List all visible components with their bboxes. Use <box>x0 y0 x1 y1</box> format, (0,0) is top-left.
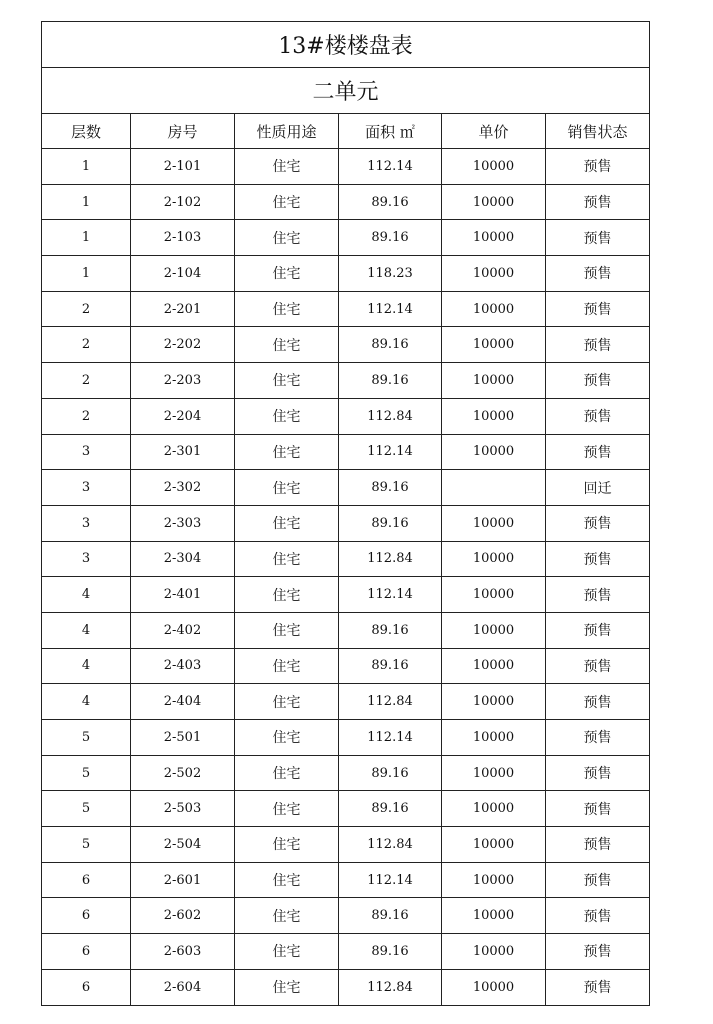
sale-status-cell: 预售 <box>546 505 650 541</box>
area-cell: 89.16 <box>339 220 442 256</box>
floor-cell: 1 <box>42 149 131 185</box>
usage-cell: 住宅 <box>235 327 339 363</box>
area-cell: 112.84 <box>339 827 442 863</box>
header-area: 面积 ㎡ <box>339 114 442 149</box>
sale-status-cell: 预售 <box>546 398 650 434</box>
room-number-cell: 2-502 <box>131 755 235 791</box>
room-number-cell: 2-202 <box>131 327 235 363</box>
usage-cell: 住宅 <box>235 648 339 684</box>
unit-price-cell: 10000 <box>442 291 546 327</box>
unit-price-cell: 10000 <box>442 791 546 827</box>
area-cell: 112.14 <box>339 720 442 756</box>
area-cell: 112.84 <box>339 541 442 577</box>
area-cell: 89.16 <box>339 470 442 506</box>
area-cell: 89.16 <box>339 791 442 827</box>
sale-status-cell: 预售 <box>546 684 650 720</box>
unit-price-cell: 10000 <box>442 256 546 292</box>
area-cell: 112.14 <box>339 577 442 613</box>
usage-cell: 住宅 <box>235 220 339 256</box>
floor-cell: 2 <box>42 291 131 327</box>
room-number-cell: 2-503 <box>131 791 235 827</box>
unit-price-cell: 10000 <box>442 827 546 863</box>
table-row <box>42 149 650 185</box>
header-usage: 性质用途 <box>235 114 339 149</box>
table-row <box>42 505 650 541</box>
floor-cell: 2 <box>42 327 131 363</box>
table-body <box>42 149 650 1006</box>
usage-cell: 住宅 <box>235 827 339 863</box>
area-cell: 89.16 <box>339 934 442 970</box>
sale-status-cell: 预售 <box>546 648 650 684</box>
room-number-cell: 2-203 <box>131 363 235 399</box>
table-row <box>42 577 650 613</box>
table-row <box>42 862 650 898</box>
room-number-cell: 2-302 <box>131 470 235 506</box>
table-row <box>42 256 650 292</box>
sale-status-cell: 预售 <box>546 969 650 1005</box>
header-row <box>42 114 650 149</box>
table-row <box>42 934 650 970</box>
usage-cell: 住宅 <box>235 934 339 970</box>
usage-cell: 住宅 <box>235 363 339 399</box>
table-row <box>42 969 650 1005</box>
room-number-cell: 2-403 <box>131 648 235 684</box>
floor-cell: 3 <box>42 541 131 577</box>
usage-cell: 住宅 <box>235 184 339 220</box>
header-room-number: 房号 <box>131 114 235 149</box>
usage-cell: 住宅 <box>235 256 339 292</box>
floor-cell: 4 <box>42 684 131 720</box>
floor-cell: 1 <box>42 256 131 292</box>
floor-cell: 5 <box>42 827 131 863</box>
usage-cell: 住宅 <box>235 684 339 720</box>
sale-status-cell: 预售 <box>546 898 650 934</box>
table-row <box>42 791 650 827</box>
floor-cell: 1 <box>42 184 131 220</box>
unit-price-cell: 10000 <box>442 577 546 613</box>
area-cell: 112.84 <box>339 684 442 720</box>
floor-cell: 4 <box>42 648 131 684</box>
room-number-cell: 2-501 <box>131 720 235 756</box>
room-number-cell: 2-602 <box>131 898 235 934</box>
usage-cell: 住宅 <box>235 612 339 648</box>
area-cell: 89.16 <box>339 184 442 220</box>
room-number-cell: 2-103 <box>131 220 235 256</box>
unit-price-cell: 10000 <box>442 934 546 970</box>
area-cell: 89.16 <box>339 898 442 934</box>
area-cell: 112.84 <box>339 398 442 434</box>
area-cell: 89.16 <box>339 612 442 648</box>
floor-cell: 6 <box>42 862 131 898</box>
area-cell: 112.14 <box>339 149 442 185</box>
area-cell: 112.14 <box>339 291 442 327</box>
floor-cell: 5 <box>42 720 131 756</box>
room-number-cell: 2-101 <box>131 149 235 185</box>
table-row <box>42 184 650 220</box>
area-cell: 89.16 <box>339 505 442 541</box>
unit-price-cell: 10000 <box>442 755 546 791</box>
room-number-cell: 2-304 <box>131 541 235 577</box>
sale-status-cell: 预售 <box>546 149 650 185</box>
usage-cell: 住宅 <box>235 398 339 434</box>
sale-status-cell: 回迁 <box>546 470 650 506</box>
floor-cell: 5 <box>42 755 131 791</box>
property-table <box>41 21 650 1006</box>
sale-status-cell: 预售 <box>546 755 650 791</box>
sale-status-cell: 预售 <box>546 934 650 970</box>
area-cell: 118.23 <box>339 256 442 292</box>
sale-status-cell: 预售 <box>546 434 650 470</box>
sale-status-cell: 预售 <box>546 541 650 577</box>
usage-cell: 住宅 <box>235 434 339 470</box>
usage-cell: 住宅 <box>235 541 339 577</box>
header-unit-price: 单价 <box>442 114 546 149</box>
room-number-cell: 2-601 <box>131 862 235 898</box>
room-number-cell: 2-201 <box>131 291 235 327</box>
sale-status-cell: 预售 <box>546 862 650 898</box>
area-cell: 112.14 <box>339 862 442 898</box>
unit-price-cell <box>442 470 546 506</box>
unit-price-cell: 10000 <box>442 612 546 648</box>
floor-cell: 6 <box>42 898 131 934</box>
room-number-cell: 2-401 <box>131 577 235 613</box>
unit-price-cell: 10000 <box>442 398 546 434</box>
usage-cell: 住宅 <box>235 470 339 506</box>
room-number-cell: 2-204 <box>131 398 235 434</box>
room-number-cell: 2-402 <box>131 612 235 648</box>
table-subtitle: 二单元 <box>42 68 650 114</box>
unit-price-cell: 10000 <box>442 220 546 256</box>
area-cell: 112.84 <box>339 969 442 1005</box>
table-row <box>42 398 650 434</box>
table-row <box>42 291 650 327</box>
table-row <box>42 612 650 648</box>
area-cell: 112.14 <box>339 434 442 470</box>
usage-cell: 住宅 <box>235 969 339 1005</box>
floor-cell: 2 <box>42 363 131 399</box>
floor-cell: 3 <box>42 434 131 470</box>
table-row <box>42 470 650 506</box>
usage-cell: 住宅 <box>235 862 339 898</box>
table-row <box>42 684 650 720</box>
floor-cell: 5 <box>42 791 131 827</box>
usage-cell: 住宅 <box>235 898 339 934</box>
usage-cell: 住宅 <box>235 149 339 185</box>
table-row <box>42 755 650 791</box>
floor-cell: 2 <box>42 398 131 434</box>
unit-price-cell: 10000 <box>442 684 546 720</box>
unit-price-cell: 10000 <box>442 505 546 541</box>
unit-price-cell: 10000 <box>442 184 546 220</box>
unit-price-cell: 10000 <box>442 898 546 934</box>
usage-cell: 住宅 <box>235 505 339 541</box>
sale-status-cell: 预售 <box>546 827 650 863</box>
table-row <box>42 898 650 934</box>
sale-status-cell: 预售 <box>546 612 650 648</box>
sale-status-cell: 预售 <box>546 184 650 220</box>
unit-price-cell: 10000 <box>442 541 546 577</box>
room-number-cell: 2-604 <box>131 969 235 1005</box>
floor-cell: 4 <box>42 612 131 648</box>
room-number-cell: 2-504 <box>131 827 235 863</box>
room-number-cell: 2-303 <box>131 505 235 541</box>
table-row <box>42 541 650 577</box>
sale-status-cell: 预售 <box>546 791 650 827</box>
area-cell: 89.16 <box>339 648 442 684</box>
sale-status-cell: 预售 <box>546 256 650 292</box>
area-cell: 89.16 <box>339 363 442 399</box>
unit-price-cell: 10000 <box>442 969 546 1005</box>
table-row <box>42 827 650 863</box>
table-row <box>42 720 650 756</box>
area-cell: 89.16 <box>339 327 442 363</box>
usage-cell: 住宅 <box>235 720 339 756</box>
sale-status-cell: 预售 <box>546 720 650 756</box>
header-sale-status: 销售状态 <box>546 114 650 149</box>
sale-status-cell: 预售 <box>546 327 650 363</box>
sale-status-cell: 预售 <box>546 220 650 256</box>
table-row <box>42 327 650 363</box>
room-number-cell: 2-603 <box>131 934 235 970</box>
unit-price-cell: 10000 <box>442 648 546 684</box>
table-row <box>42 434 650 470</box>
table-row <box>42 363 650 399</box>
floor-cell: 3 <box>42 470 131 506</box>
floor-cell: 1 <box>42 220 131 256</box>
usage-cell: 住宅 <box>235 577 339 613</box>
unit-price-cell: 10000 <box>442 862 546 898</box>
header-floor: 层数 <box>42 114 131 149</box>
floor-cell: 3 <box>42 505 131 541</box>
floor-cell: 6 <box>42 969 131 1005</box>
room-number-cell: 2-102 <box>131 184 235 220</box>
area-cell: 89.16 <box>339 755 442 791</box>
unit-price-cell: 10000 <box>442 149 546 185</box>
usage-cell: 住宅 <box>235 791 339 827</box>
floor-cell: 6 <box>42 934 131 970</box>
usage-cell: 住宅 <box>235 755 339 791</box>
room-number-cell: 2-301 <box>131 434 235 470</box>
unit-price-cell: 10000 <box>442 720 546 756</box>
table-row <box>42 648 650 684</box>
table-row <box>42 220 650 256</box>
room-number-cell: 2-104 <box>131 256 235 292</box>
sale-status-cell: 预售 <box>546 363 650 399</box>
unit-price-cell: 10000 <box>442 327 546 363</box>
table-title: 13#楼楼盘表 <box>42 22 650 68</box>
usage-cell: 住宅 <box>235 291 339 327</box>
floor-cell: 4 <box>42 577 131 613</box>
sale-status-cell: 预售 <box>546 291 650 327</box>
sale-status-cell: 预售 <box>546 577 650 613</box>
unit-price-cell: 10000 <box>442 363 546 399</box>
unit-price-cell: 10000 <box>442 434 546 470</box>
room-number-cell: 2-404 <box>131 684 235 720</box>
